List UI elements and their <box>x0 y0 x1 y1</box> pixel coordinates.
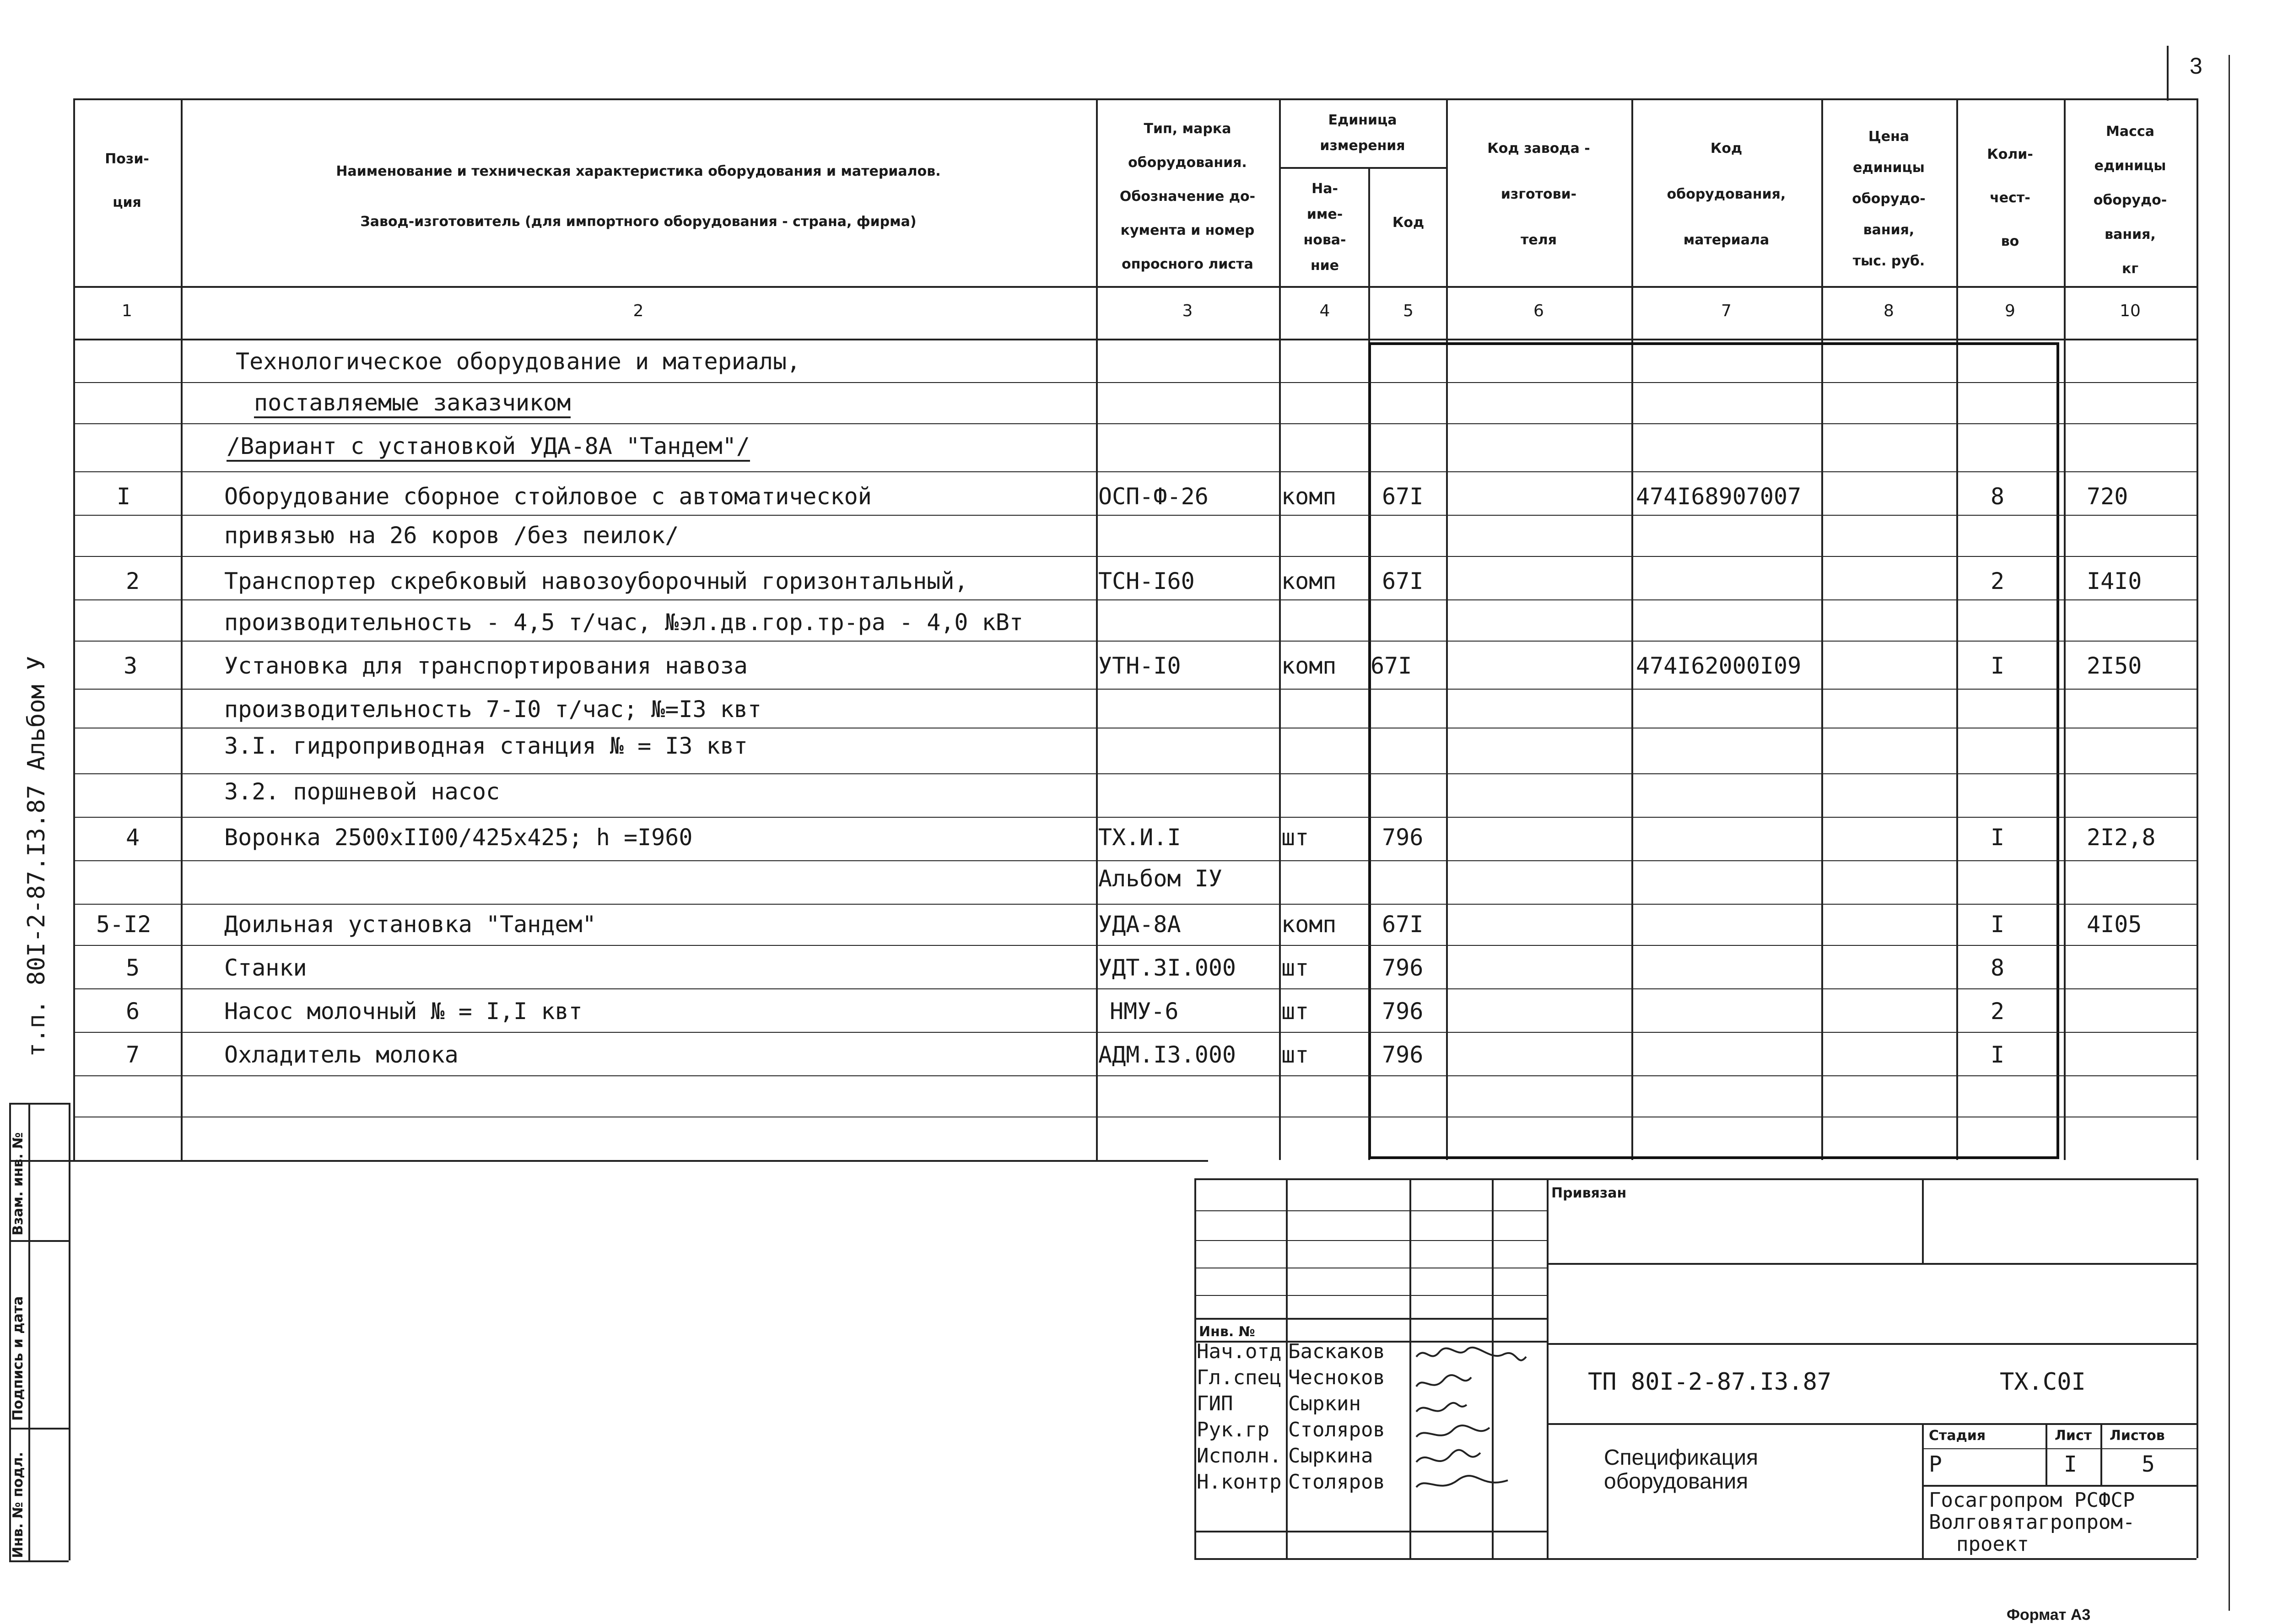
sheet-value: I <box>2064 1451 2077 1477</box>
signer-role: Н.контр <box>1197 1470 1282 1494</box>
row-quantity: I <box>1991 1041 2005 1068</box>
col1-header: Пози- ция <box>105 151 149 210</box>
col-number: 3 <box>1182 302 1193 320</box>
col4-header: На- име- нова- ние <box>1303 181 1346 274</box>
row-type: УДТ.3I.000 <box>1098 955 1236 981</box>
podpis-label: Подпись и дата <box>10 1296 26 1421</box>
row-type: УТН-I0 <box>1098 653 1181 679</box>
row-quantity: I <box>1991 824 2005 851</box>
row-name: Насос молочный № = I,I квт <box>224 998 583 1025</box>
row-code: 67I <box>1382 911 1424 938</box>
section-title: Технологическое оборудование и материалы, <box>236 348 801 375</box>
row-quantity: 2 <box>1991 998 2005 1025</box>
row-unit: комп <box>1281 483 1337 510</box>
section-title: поставляемые заказчиком <box>254 389 571 418</box>
row-position: 4 <box>126 824 140 851</box>
col9-header: Коли- чест- во <box>1987 146 2033 249</box>
row-unit: комп <box>1281 653 1337 679</box>
row-type: ТСН-I60 <box>1098 568 1195 594</box>
col6-header: Код завода - изготови- теля <box>1487 140 1590 248</box>
signer-name: Баскаков <box>1288 1340 1385 1363</box>
col2-header: Наименование и техническая характеристика оборудования и материалов. Завод-изготовитель (для импортного оборудования - страна, фирма) <box>336 163 941 230</box>
signer-role: Исполн. <box>1197 1444 1282 1468</box>
row-quantity: I <box>1991 653 2005 679</box>
sheets-value: 5 <box>2142 1451 2155 1477</box>
row-mass: 4I05 <box>2087 911 2142 938</box>
doc-code: ТП 80I-2-87.I3.87 <box>1588 1368 1832 1396</box>
row-name: 3.I. гидроприводная станция № = I3 квт <box>224 733 748 759</box>
row-unit: комп <box>1281 911 1337 938</box>
row-code: 67I <box>1382 483 1424 510</box>
stage-label: Стадия <box>1929 1428 1986 1444</box>
row-material-code: 474I68907007 <box>1636 483 1802 510</box>
row-type: ТХ.И.I <box>1098 824 1181 851</box>
inv-no-label: Инв. № <box>1199 1324 1255 1340</box>
row-name: Воронка 2500хII00/425х425; h =I960 <box>224 824 693 851</box>
signer-names <box>1288 1338 1385 1495</box>
signer-role: ГИП <box>1197 1392 1233 1415</box>
signer-role: Рук.гр <box>1197 1418 1269 1441</box>
col-number: 6 <box>1533 302 1544 320</box>
col-number: 10 <box>2120 302 2141 320</box>
signer-name: Столяров <box>1288 1470 1385 1494</box>
row-name: 3.2. поршневой насос <box>224 778 500 805</box>
vzam-label: Взам. инв. № <box>10 1132 26 1236</box>
row-code: 796 <box>1382 955 1424 981</box>
row-type: АДМ.I3.000 <box>1098 1041 1236 1068</box>
col-number: 2 <box>633 302 644 320</box>
row-material-code: 474I62000I09 <box>1636 653 1802 679</box>
row-quantity: I <box>1991 911 2005 938</box>
row-position: 2 <box>126 568 140 594</box>
col8-header: Цена единицы оборудо- вания, тыс. руб. <box>1852 129 1926 269</box>
row-code: 796 <box>1382 824 1424 851</box>
row-unit: шт <box>1281 998 1309 1025</box>
row-unit: шт <box>1281 1041 1309 1068</box>
row-code: 796 <box>1382 1041 1424 1068</box>
row-name: Охладитель молока <box>224 1041 459 1068</box>
row-name: производительность 7-I0 т/час; №=I3 квт <box>224 696 761 723</box>
row-name: Установка для транспортирования навоза <box>224 653 748 679</box>
signatures <box>1412 1343 1531 1512</box>
row-type: Альбом IУ <box>1098 865 1222 892</box>
col10-header: Масса единицы оборудо- вания, кг <box>2093 124 2167 277</box>
row-code: 67I <box>1382 568 1424 594</box>
stage-value: Р <box>1929 1451 1942 1477</box>
row-mass: 720 <box>2087 483 2128 510</box>
col-number: 1 <box>122 302 132 320</box>
row-name: Доильная установка "Тандем" <box>224 911 596 938</box>
row-type: НМУ-6 <box>1110 998 1179 1025</box>
row-position: 6 <box>126 998 140 1025</box>
row-code: 796 <box>1382 998 1424 1025</box>
sheets-label: Листов <box>2110 1428 2165 1444</box>
signer-name: Сыркина <box>1288 1444 1373 1468</box>
doc-mark: ТХ.С0I <box>2000 1368 2086 1396</box>
organization: Госагропром РСФСР Волговятагропром- проект <box>1929 1489 2135 1556</box>
format-label: Формат А3 <box>2007 1606 2091 1624</box>
row-type: УДА-8А <box>1098 911 1181 938</box>
row-unit: шт <box>1281 955 1309 981</box>
col-number: 7 <box>1721 302 1732 320</box>
unit-header: Единица измерения <box>1320 112 1405 154</box>
row-name: производительность - 4,5 т/час, №эл.дв.гор.тр-ра - 4,0 кВт <box>224 609 1023 636</box>
row-position: 5-I2 <box>96 911 151 938</box>
row-quantity: 8 <box>1991 483 2005 510</box>
row-position: I <box>117 483 131 510</box>
row-name: Транспортер скребковый навозоуборочный горизонтальный, <box>224 568 968 594</box>
row-type: ОСП-Ф-26 <box>1098 483 1209 510</box>
signer-name: Сыркин <box>1288 1392 1361 1415</box>
row-name: привязью на 26 коров /без пеилок/ <box>224 522 679 549</box>
sheet-label: Лист <box>2055 1428 2092 1444</box>
col-number: 4 <box>1319 302 1330 320</box>
signer-role: Гл.спец <box>1197 1366 1282 1389</box>
privyazan-label: Привязан <box>1551 1185 1627 1201</box>
row-quantity: 8 <box>1991 955 2005 981</box>
row-position: 7 <box>126 1041 140 1068</box>
col-number: 5 <box>1403 302 1414 320</box>
row-name: Станки <box>224 955 307 981</box>
signer-name: Столяров <box>1288 1418 1385 1441</box>
signer-name: Чесноков <box>1288 1366 1385 1389</box>
row-mass: I4I0 <box>2087 568 2142 594</box>
col-number: 9 <box>2005 302 2015 320</box>
row-name: Оборудование сборное стойловое с автоматической <box>224 483 872 510</box>
row-position: 5 <box>126 955 140 981</box>
doc-title: Спецификация оборудования <box>1604 1446 1759 1494</box>
signer-role: Нач.отд <box>1197 1340 1282 1363</box>
row-mass: 2I50 <box>2087 653 2142 679</box>
col5-header: Код <box>1392 215 1425 231</box>
row-quantity: 2 <box>1991 568 2005 594</box>
col7-header: Код оборудования, материала <box>1667 140 1786 248</box>
row-unit: комп <box>1281 568 1337 594</box>
signer-roles <box>1197 1338 1281 1495</box>
row-position: 3 <box>124 653 138 679</box>
row-code: 67I <box>1371 653 1412 679</box>
col-number: 8 <box>1884 302 1894 320</box>
inv-podl-label: Инв. № подл. <box>10 1451 26 1558</box>
page-number: 3 <box>2190 53 2202 79</box>
album-label: т.п. 80I-2-87.I3.87 Альбом У <box>23 656 50 1057</box>
section-subtitle: /Вариант с установкой УДА-8А "Тандем"/ <box>227 432 750 462</box>
row-mass: 2I2,8 <box>2087 824 2156 851</box>
col3-header: Тип, марка оборудования. Обозначение до- кумента и номер опросного листа <box>1119 121 1256 272</box>
row-unit: шт <box>1281 824 1309 851</box>
